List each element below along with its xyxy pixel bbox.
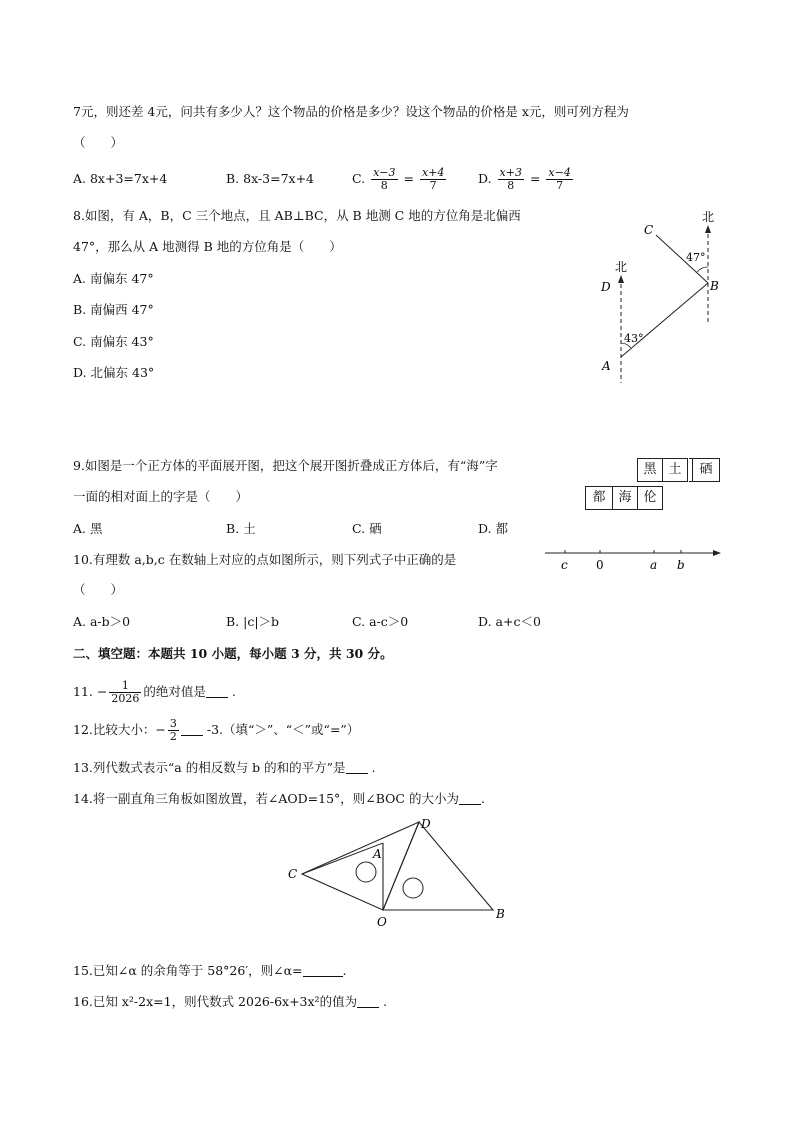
q16 — [73, 993, 387, 1011]
q7-c-right-num: x+4 — [421, 166, 445, 179]
q15 — [73, 962, 347, 980]
q7-d-left-den: 8 — [498, 179, 524, 192]
q7-d-eq: = — [529, 171, 541, 186]
q11 — [73, 676, 236, 708]
q15-end: . — [342, 963, 347, 978]
q8-option-a: A. 南偏东 47° — [73, 271, 154, 286]
q11-fraction — [109, 680, 141, 705]
q13-answer-blank[interactable] — [346, 759, 368, 774]
label-a: A — [602, 359, 611, 373]
q8-option-b: B. 南偏西 47° — [73, 302, 154, 317]
q9-option-b: B. 土 — [226, 521, 256, 536]
angle-arc-b — [697, 267, 708, 272]
q11-prefix: 11. − — [73, 684, 108, 699]
q11-den: 2026 — [111, 692, 140, 705]
net-cell-du: 都 — [585, 486, 613, 510]
axis-label-zero: 0 — [596, 558, 604, 572]
q9-line2: 一面的相对面上的字是（ ） — [73, 489, 249, 504]
q8-option-d: D. 北偏东 43° — [73, 365, 155, 380]
q14 — [73, 790, 485, 808]
net-cell-hei: 黑 — [637, 458, 663, 482]
net-gap-connector — [689, 458, 692, 482]
q11-num: 1 — [121, 679, 129, 692]
axis-label-c: c — [561, 558, 568, 572]
q7-c-left-fraction — [371, 167, 397, 192]
q14-end: . — [480, 791, 485, 806]
label-b-14: B — [496, 907, 505, 921]
q9-option-a: A. 黑 — [73, 521, 103, 536]
net-cell-lun: 伦 — [637, 486, 663, 510]
label-c-14: C — [288, 867, 298, 881]
q12-answer-blank[interactable] — [181, 721, 203, 736]
q9-line1: 9.如图是一个正方体的平面展开图，把这个展开图折叠成正方体后，有“海”字 — [73, 458, 498, 473]
north-arrow-b — [705, 225, 711, 233]
axis-label-b: b — [677, 558, 685, 572]
q13-end: . — [371, 760, 376, 775]
q7-paren: （ ） — [73, 135, 124, 150]
q12-num: 3 — [169, 717, 177, 730]
q7-c-left-num: x−3 — [373, 166, 396, 179]
q7-c-right-fraction — [420, 167, 446, 192]
label-b: B — [710, 279, 719, 293]
triangle-odb — [383, 822, 493, 910]
q8-option-c: C. 南偏东 43° — [73, 334, 154, 349]
net-cell-xi: 硒 — [692, 458, 720, 482]
north-arrow-a — [618, 275, 624, 283]
q7-c-eq: = — [403, 171, 414, 186]
q7-option-c — [352, 164, 448, 194]
q10-option-c: C. a-c＞0 — [352, 614, 409, 629]
q10-option-d: D. a+c＜0 — [478, 614, 541, 629]
q12-fraction — [168, 718, 179, 743]
q8-direction-figure — [590, 205, 730, 395]
q16-end: . — [383, 994, 388, 1009]
q7-d-left-fraction — [498, 167, 524, 192]
right-triangle-hole — [403, 878, 423, 898]
q16-answer-blank[interactable] — [357, 993, 379, 1008]
q10-option-b: B. |c|＞b — [226, 614, 280, 629]
q10-line1: 10.有理数 a,b,c 在数轴上对应的点如图所示，则下列式子中正确的是 — [73, 552, 457, 567]
q15-text: 15.已知∠α 的余角等于 58°26′，则∠α= — [73, 963, 303, 978]
q8-line2: 47°，那么从 A 地测得 B 地的方位角是（ ） — [73, 239, 342, 254]
q13 — [73, 759, 376, 777]
q7-d-right-num: x−4 — [548, 166, 571, 179]
q7-c-right-den: 7 — [420, 179, 446, 192]
q14-answer-blank[interactable] — [459, 790, 481, 805]
q7-option-d — [478, 164, 575, 194]
q7-c-prefix: C. — [352, 171, 366, 186]
q12-den: 2 — [169, 730, 177, 743]
q10-paren: （ ） — [73, 582, 124, 597]
label-a-14: A — [373, 847, 382, 861]
q13-text: 13.列代数式表示“a 的相反数与 b 的和的平方”是 — [73, 760, 346, 775]
q9-option-d: D. 都 — [478, 521, 509, 536]
left-triangle-hole — [356, 862, 376, 882]
q7-option-b: B. 8x-3=7x+4 — [226, 171, 314, 186]
q11-suffix: 的绝对值是 — [143, 684, 206, 699]
q7-c-left-den: 8 — [371, 179, 397, 192]
label-d-14: D — [421, 817, 431, 831]
q7-d-prefix: D. — [478, 171, 492, 186]
segment-ca — [302, 843, 383, 874]
cube-net — [585, 458, 725, 518]
q12-suffix: -3.（填“＞”、“＜”或“=”） — [206, 722, 360, 737]
q9-option-c: C. 硒 — [352, 521, 382, 536]
q11-answer-blank[interactable] — [206, 683, 228, 698]
number-line-figure — [545, 543, 725, 575]
q10-option-a: A. a-b＞0 — [73, 614, 131, 629]
number-line-arrow — [713, 550, 721, 556]
q14-triangles-figure — [285, 812, 515, 932]
axis-label-a: a — [650, 558, 658, 572]
net-cell-hai: 海 — [612, 486, 638, 510]
segment-ab — [621, 283, 708, 357]
net-cell-tu: 土 — [662, 458, 688, 482]
q16-text: 16.已知 x²-2x=1，则代数式 2026-6x+3x²的值为 — [73, 994, 358, 1009]
q12 — [73, 714, 359, 746]
q15-answer-blank[interactable] — [303, 962, 343, 977]
label-north-a: 北 — [615, 260, 628, 274]
label-43: 43° — [624, 332, 644, 345]
q12-prefix: 12.比较大小：− — [73, 722, 166, 737]
label-north-b: 北 — [702, 210, 715, 224]
label-o-14: O — [377, 915, 387, 929]
label-c: C — [644, 223, 654, 237]
section-2-heading: 二、填空题：本题共 10 小题，每小题 3 分，共 30 分。 — [73, 646, 393, 661]
q7-d-right-den: 7 — [546, 179, 572, 192]
q7-option-a: A. 8x+3=7x+4 — [73, 171, 168, 186]
q7-d-right-fraction — [546, 167, 572, 192]
q8-line1: 8.如图，有 A，B，C 三个地点，且 AB⊥BC，从 B 地测 C 地的方位角是北偏西 — [73, 208, 521, 223]
label-d: D — [601, 280, 611, 294]
label-47: 47° — [686, 251, 706, 264]
q7-d-left-num: x+3 — [499, 166, 522, 179]
q14-text: 14.将一副直角三角板如图放置，若∠AOD=15°，则∠BOC 的大小为 — [73, 791, 459, 806]
q7-stem: 7元，则还差 4元，问共有多少人？这个物品的价格是多少？设这个物品的价格是 x元，则可列方程为 — [73, 104, 629, 119]
q11-end: . — [231, 684, 236, 699]
